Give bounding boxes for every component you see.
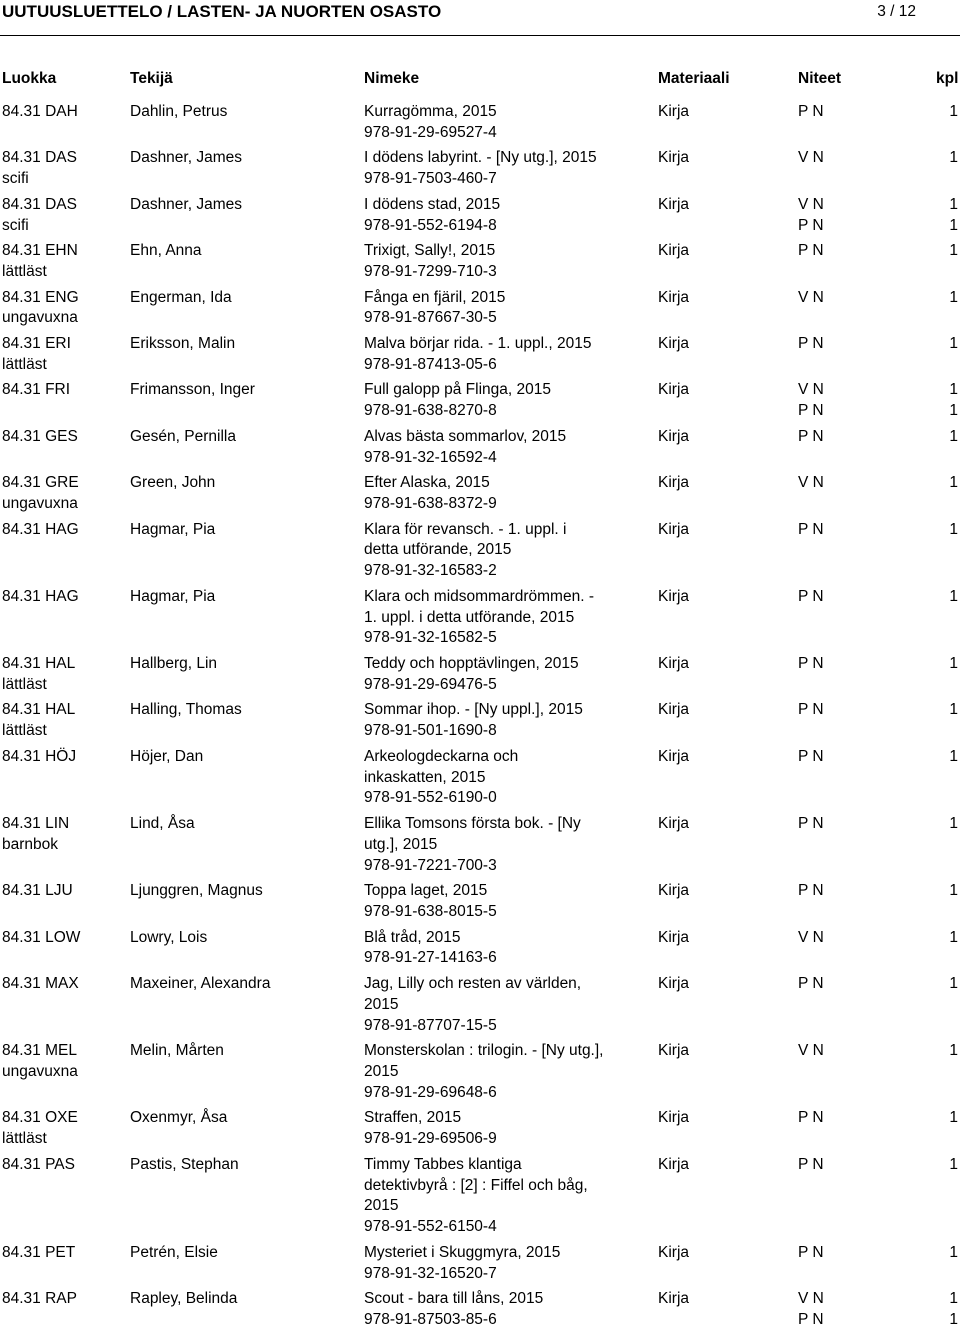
copy-notes-line: P N — [798, 335, 824, 352]
copy-notes — [798, 241, 878, 262]
copy-count-line: 1 — [949, 427, 958, 445]
author: Frimansson, Inger — [130, 381, 255, 399]
copy-notes — [798, 195, 878, 237]
title-line: Full galopp på Flinga, 2015 — [364, 381, 551, 399]
copy-count — [940, 928, 958, 949]
copy-count — [940, 881, 958, 902]
title-line: 978-91-552-6150-4 — [364, 1218, 497, 1236]
classification-line: 84.31 ERI — [2, 335, 71, 352]
classification — [2, 1041, 128, 1083]
title-line: 978-91-32-16520-7 — [364, 1264, 497, 1282]
column-header-tekija: Tekijä — [130, 70, 173, 87]
copy-notes-line: V N — [798, 288, 824, 306]
copy-count-line: 1 — [949, 103, 958, 120]
classification — [2, 195, 128, 237]
title-line: Timmy Tabbes klantiga — [364, 1155, 522, 1173]
copy-count-line: 1 — [949, 655, 958, 672]
author: Engerman, Ida — [130, 288, 232, 306]
copy-notes-line: P N — [798, 520, 824, 538]
author: Petrén, Elsie — [130, 1243, 218, 1261]
material-type: Kirja — [658, 103, 690, 120]
classification-line: 84.31 RAP — [2, 1290, 77, 1308]
copy-notes-line: V N — [798, 149, 824, 167]
classification — [2, 520, 128, 541]
classification-line: 84.31 FRI — [2, 381, 71, 399]
title — [364, 288, 634, 330]
page-total: 12 — [898, 3, 916, 20]
copy-notes-line: P N — [798, 747, 824, 765]
page-header — [0, 0, 960, 46]
classification — [2, 473, 128, 515]
material-type: Kirja — [658, 928, 690, 946]
copy-count-line: 1 — [949, 195, 958, 213]
title-line: Mysteriet i Skuggmyra, 2015 — [364, 1243, 561, 1261]
title-line: 978-91-87707-15-5 — [364, 1016, 497, 1034]
classification — [2, 1108, 128, 1150]
material-type: Kirja — [658, 1109, 690, 1127]
classification-line: 84.31 HAG — [2, 520, 79, 538]
copy-count — [940, 380, 958, 422]
classification-line: ungavuxna — [2, 494, 78, 512]
title-line: Malva börjar rida. - 1. uppl., 2015 — [364, 335, 592, 352]
title-line: Jag, Lilly och resten av världen, — [364, 975, 582, 992]
material-type: Kirja — [658, 1290, 690, 1308]
author: Eriksson, Malin — [130, 335, 236, 352]
title-line: 2015 — [364, 1197, 399, 1215]
classification — [2, 288, 128, 330]
title — [364, 102, 634, 144]
title-line: 978-91-638-8372-9 — [364, 494, 497, 512]
copy-count — [940, 148, 958, 169]
copy-notes-line: V N — [798, 381, 824, 399]
classification-line: barnbok — [2, 835, 59, 853]
classification — [2, 334, 128, 376]
title-line: Fånga en fjäril, 2015 — [364, 288, 506, 306]
title — [364, 334, 634, 376]
copy-notes-line: P N — [798, 655, 824, 672]
classification-line: scifi — [2, 216, 29, 234]
author: Höjer, Dan — [130, 747, 204, 765]
title-line: utg.], 2015 — [364, 835, 438, 853]
title-line: 978-91-87413-05-6 — [364, 355, 497, 373]
author: Melin, Mårten — [130, 1042, 224, 1060]
copy-count-line: 1 — [949, 381, 958, 399]
copy-count-line: 1 — [949, 474, 958, 492]
copy-count — [940, 195, 958, 237]
material-type: Kirja — [658, 427, 690, 445]
author: Lowry, Lois — [130, 928, 208, 946]
material-type: Kirja — [658, 747, 690, 765]
classification — [2, 1155, 128, 1176]
classification — [2, 700, 128, 742]
classification-line: 84.31 OXE — [2, 1109, 78, 1127]
classification — [2, 928, 128, 949]
copy-count — [940, 473, 958, 494]
title-line: 978-91-501-1690-8 — [364, 722, 497, 740]
copy-count-line: 1 — [949, 242, 958, 260]
title — [364, 700, 634, 742]
title-line: 978-91-7503-460-7 — [364, 170, 497, 188]
material-type: Kirja — [658, 149, 690, 167]
classification-line: 84.31 HAG — [2, 587, 79, 605]
title — [364, 195, 634, 237]
copy-notes-line: P N — [798, 882, 824, 900]
copy-count-line: 1 — [949, 1155, 958, 1173]
copy-notes-line: P N — [798, 1243, 824, 1261]
title — [364, 380, 634, 422]
title — [364, 520, 634, 582]
title-line: Ellika Tomsons första bok. - [Ny — [364, 815, 581, 832]
title — [364, 1243, 634, 1285]
title-line: 978-91-552-6190-0 — [364, 789, 497, 807]
classification-line: scifi — [2, 170, 29, 188]
title-line: 978-91-29-69506-9 — [364, 1130, 497, 1148]
copy-notes-line: P N — [798, 427, 824, 445]
title-line: 978-91-32-16583-2 — [364, 562, 497, 580]
material-type: Kirja — [658, 242, 690, 260]
classification-line: 84.31 LJU — [2, 882, 73, 900]
column-header-luokka: Luokka — [2, 70, 57, 87]
copy-notes-line: V N — [798, 195, 824, 213]
material-type: Kirja — [658, 381, 690, 399]
copy-notes — [798, 288, 878, 309]
copy-count-line: 1 — [949, 216, 958, 234]
title — [364, 1289, 634, 1331]
classification-line: ungavuxna — [2, 1062, 78, 1080]
author: Ljunggren, Magnus — [130, 882, 263, 900]
material-type: Kirja — [658, 975, 690, 992]
copy-notes — [798, 520, 878, 541]
copy-notes — [798, 814, 878, 835]
copy-notes-line: P N — [798, 402, 824, 420]
author: Dashner, James — [130, 149, 242, 167]
copy-notes — [798, 1041, 878, 1062]
copy-count — [940, 288, 958, 309]
material-type: Kirja — [658, 1042, 690, 1060]
classification-line: 84.31 DAS — [2, 195, 77, 213]
classification-line: 84.31 HAL — [2, 701, 76, 719]
column-header-kpl: kpl — [936, 70, 959, 87]
classification — [2, 427, 128, 448]
material-type: Kirja — [658, 587, 690, 605]
column-header-niteet: Niteet — [798, 70, 842, 87]
author: Dahlin, Petrus — [130, 103, 228, 120]
title-line: 2015 — [364, 1062, 399, 1080]
header-rule — [0, 35, 960, 36]
classification — [2, 1243, 128, 1264]
title — [364, 473, 634, 515]
copy-count — [940, 747, 958, 768]
title-line: Scout - bara till låns, 2015 — [364, 1290, 544, 1308]
material-type: Kirja — [658, 520, 690, 538]
classification-line: 84.31 LOW — [2, 928, 81, 946]
copy-count — [940, 1155, 958, 1176]
classification-line: lättläst — [2, 1130, 47, 1148]
material-type: Kirja — [658, 655, 690, 672]
material-type: Kirja — [658, 882, 690, 900]
copy-notes-line: P N — [798, 1155, 824, 1173]
title-line: 2015 — [364, 995, 399, 1013]
classification — [2, 587, 128, 608]
classification-line: lättläst — [2, 722, 47, 740]
copy-notes — [798, 380, 878, 422]
title — [364, 1155, 634, 1238]
copy-notes — [798, 1289, 878, 1331]
classification-line: 84.31 MAX — [2, 975, 79, 992]
title — [364, 241, 634, 283]
title-line: Alvas bästa sommarlov, 2015 — [364, 427, 567, 445]
classification-line: 84.31 PET — [2, 1243, 76, 1261]
copy-notes — [798, 881, 878, 902]
author: Pastis, Stephan — [130, 1155, 239, 1173]
title-line: Straffen, 2015 — [364, 1109, 462, 1127]
copy-count-line: 1 — [949, 1243, 958, 1261]
copy-count — [940, 654, 958, 675]
copy-notes — [798, 587, 878, 608]
author: Hagmar, Pia — [130, 520, 216, 538]
title-line: I dödens stad, 2015 — [364, 195, 501, 213]
copy-count — [940, 974, 958, 995]
title — [364, 974, 634, 1036]
classification — [2, 241, 128, 283]
title-line: I dödens labyrint. - [Ny utg.], 2015 — [364, 149, 597, 167]
copy-notes — [798, 928, 878, 949]
classification-line: lättläst — [2, 675, 47, 693]
title-line: Trixigt, Sally!, 2015 — [364, 242, 496, 260]
copy-notes-line: P N — [798, 975, 824, 992]
title-line: 1. uppl. i detta utförande, 2015 — [364, 608, 575, 626]
material-type: Kirja — [658, 1243, 690, 1261]
classification-line: 84.31 HÖJ — [2, 747, 77, 765]
title-line: 978-91-29-69527-4 — [364, 123, 497, 141]
copy-notes-line: V N — [798, 474, 824, 492]
title-line: 978-91-87667-30-5 — [364, 309, 497, 327]
classification-line: 84.31 EHN — [2, 242, 78, 260]
title-line: Teddy och hopptävlingen, 2015 — [364, 655, 579, 672]
material-type: Kirja — [658, 335, 690, 352]
author: Gesén, Pernilla — [130, 427, 236, 445]
copy-count-line: 1 — [949, 701, 958, 719]
author: Hagmar, Pia — [130, 587, 216, 605]
copy-count — [940, 700, 958, 721]
classification — [2, 380, 128, 401]
title-line: Blå tråd, 2015 — [364, 928, 461, 946]
title-line: inkaskatten, 2015 — [364, 768, 486, 786]
title-line: Klara för revansch. - 1. uppl. i — [364, 520, 567, 538]
title-line: Sommar ihop. - [Ny uppl.], 2015 — [364, 701, 583, 719]
material-type: Kirja — [658, 474, 690, 492]
copy-notes-line: P N — [798, 216, 824, 234]
title — [364, 148, 634, 190]
title — [364, 928, 634, 970]
classification — [2, 881, 128, 902]
title-line: 978-91-27-14163-6 — [364, 949, 497, 967]
classification-line: 84.31 DAH — [2, 103, 78, 120]
author: Dashner, James — [130, 195, 242, 213]
title — [364, 1108, 634, 1150]
classification-line: 84.31 DAS — [2, 149, 77, 167]
material-type: Kirja — [658, 288, 690, 306]
title — [364, 881, 634, 923]
classification — [2, 747, 128, 768]
classification-line: 84.31 GRE — [2, 474, 79, 492]
copy-notes-line: P N — [798, 701, 824, 719]
title — [364, 427, 634, 469]
classification-line: lättläst — [2, 262, 47, 280]
page-title: UUTUUSLUETTELO / LASTEN- JA NUORTEN OSASTO — [2, 2, 442, 21]
title-line: 978-91-7299-710-3 — [364, 262, 497, 280]
material-type: Kirja — [658, 1155, 690, 1173]
copy-notes-line: P N — [798, 1109, 824, 1127]
copy-notes — [798, 148, 878, 169]
copy-count — [940, 520, 958, 541]
title-line: 978-91-29-69476-5 — [364, 675, 497, 693]
copy-count-line: 1 — [949, 747, 958, 765]
copy-count-line: 1 — [949, 1109, 958, 1127]
page-current: 3 — [877, 3, 886, 20]
title-line: 978-91-29-69648-6 — [364, 1083, 497, 1101]
copy-notes-line: P N — [798, 1310, 824, 1328]
copy-notes — [798, 102, 878, 123]
title — [364, 654, 634, 696]
copy-notes-line: P N — [798, 242, 824, 260]
title — [364, 1041, 634, 1103]
author: Halling, Thomas — [130, 701, 242, 719]
copy-count — [940, 587, 958, 608]
classification-line: 84.31 ENG — [2, 288, 79, 306]
title-line: Monsterskolan : trilogin. - [Ny utg.], — [364, 1042, 604, 1060]
title-line: 978-91-552-6194-8 — [364, 216, 497, 234]
title-line: detektivbyrå : [2] : Fiffel och båg, — [364, 1176, 588, 1194]
copy-count — [940, 1041, 958, 1062]
copy-count-line: 1 — [949, 149, 958, 167]
classification-line: lättläst — [2, 355, 47, 373]
copy-notes — [798, 427, 878, 448]
classification-line: ungavuxna — [2, 309, 78, 327]
copy-notes-line: V N — [798, 928, 824, 946]
copy-count-line: 1 — [949, 587, 958, 605]
classification — [2, 654, 128, 696]
material-type: Kirja — [658, 701, 690, 719]
page-separator: / — [890, 3, 895, 20]
classification-line: 84.31 PAS — [2, 1155, 75, 1173]
classification — [2, 974, 128, 995]
title — [364, 587, 634, 649]
copy-count — [940, 102, 958, 123]
title-line: 978-91-87503-85-6 — [364, 1310, 497, 1328]
copy-count — [940, 427, 958, 448]
copy-notes-line: V N — [798, 1290, 824, 1308]
classification — [2, 102, 128, 123]
material-type: Kirja — [658, 195, 690, 213]
title-line: detta utförande, 2015 — [364, 541, 512, 559]
copy-count-line: 1 — [949, 928, 958, 946]
copy-count — [940, 814, 958, 835]
copy-count-line: 1 — [949, 288, 958, 306]
column-header-nimeke: Nimeke — [364, 70, 420, 87]
classification-line: 84.31 HAL — [2, 655, 76, 672]
title-line: Arkeologdeckarna och — [364, 747, 519, 765]
title-line: 978-91-638-8270-8 — [364, 402, 497, 420]
column-header-materiaali: Materiaali — [658, 70, 730, 87]
copy-notes — [798, 473, 878, 494]
copy-notes — [798, 1108, 878, 1129]
copy-count — [940, 1243, 958, 1264]
copy-notes — [798, 747, 878, 768]
author: Maxeiner, Alexandra — [130, 975, 271, 992]
copy-notes — [798, 1155, 878, 1176]
copy-notes — [798, 1243, 878, 1264]
copy-notes-line: P N — [798, 815, 824, 832]
title — [364, 747, 634, 809]
copy-count — [940, 334, 958, 355]
material-type: Kirja — [658, 815, 690, 832]
title-line: 978-91-32-16592-4 — [364, 448, 497, 466]
classification-line: 84.31 GES — [2, 427, 78, 445]
author: Green, John — [130, 474, 216, 492]
copy-count-line: 1 — [949, 815, 958, 832]
copy-notes — [798, 654, 878, 675]
copy-count-line: 1 — [949, 335, 958, 352]
copy-notes-line: P N — [798, 587, 824, 605]
copy-count — [940, 241, 958, 262]
copy-count-line: 1 — [949, 882, 958, 900]
author: Lind, Åsa — [130, 815, 195, 832]
title-line: 978-91-7221-700-3 — [364, 856, 497, 874]
classification — [2, 148, 128, 190]
copy-count-line: 1 — [949, 1290, 958, 1308]
copy-notes — [798, 974, 878, 995]
copy-count-line: 1 — [949, 1310, 958, 1328]
copy-count — [940, 1289, 958, 1331]
classification — [2, 1289, 128, 1310]
title-line: Klara och midsommardrömmen. - — [364, 587, 594, 605]
copy-notes-line: P N — [798, 103, 824, 120]
copy-notes — [798, 334, 878, 355]
title-line: Toppa laget, 2015 — [364, 882, 488, 900]
title-line: Kurragömma, 2015 — [364, 103, 497, 120]
copy-count — [940, 1108, 958, 1129]
classification — [2, 814, 128, 856]
author: Rapley, Belinda — [130, 1290, 238, 1308]
copy-count-line: 1 — [949, 975, 958, 992]
classification-line: 84.31 MEL — [2, 1042, 77, 1060]
title-line: 978-91-32-16582-5 — [364, 629, 497, 647]
copy-notes — [798, 700, 878, 721]
classification-line: 84.31 LIN — [2, 815, 70, 832]
page-number — [877, 2, 916, 22]
title — [364, 814, 634, 876]
author: Ehn, Anna — [130, 242, 202, 260]
copy-count-line: 1 — [949, 1042, 958, 1060]
copy-count-line: 1 — [949, 402, 958, 420]
author: Oxenmyr, Åsa — [130, 1109, 228, 1127]
title-line: 978-91-638-8015-5 — [364, 902, 497, 920]
copy-count-line: 1 — [949, 520, 958, 538]
title-line: Efter Alaska, 2015 — [364, 474, 490, 492]
copy-notes-line: V N — [798, 1042, 824, 1060]
author: Hallberg, Lin — [130, 655, 218, 672]
